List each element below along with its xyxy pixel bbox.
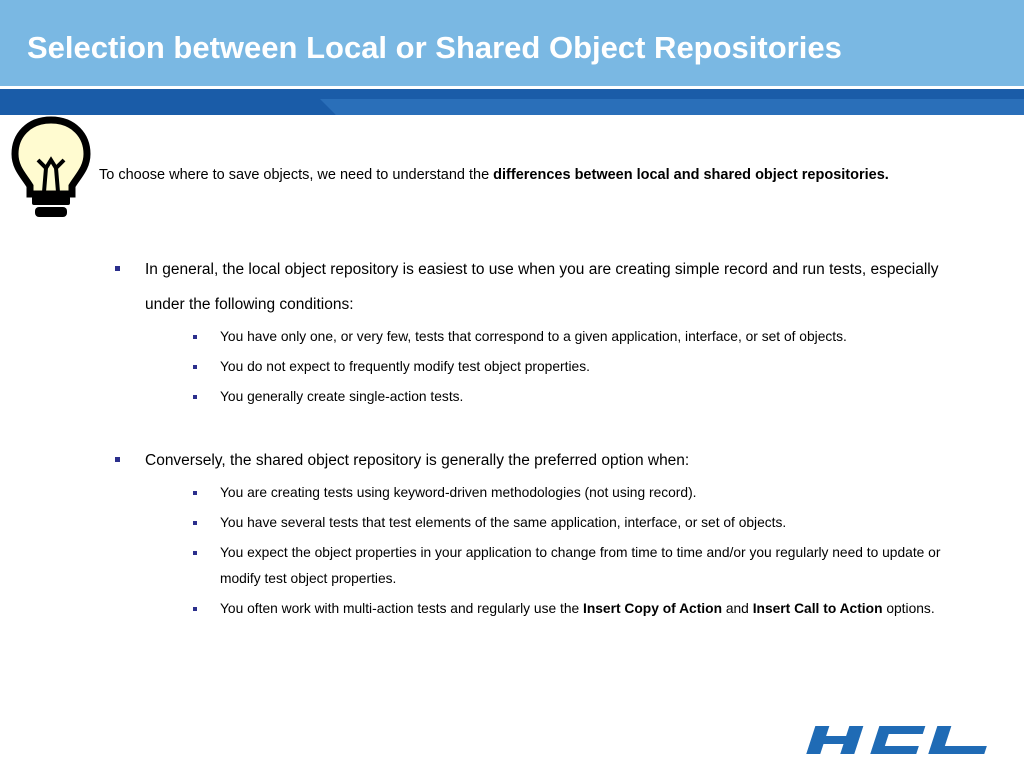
bullet-square-icon (193, 491, 197, 495)
list-item (193, 596, 980, 622)
bullet-square-icon (193, 335, 197, 339)
list-item (193, 354, 980, 380)
shared-conditions-list (145, 480, 975, 622)
section-general-item (115, 252, 975, 410)
intro-bold-text: differences between local and shared object repositories. (493, 167, 889, 183)
bullet-square-icon (115, 457, 120, 462)
list-item-text: You have several tests that test elements of the same application, interface, or set of objects. (220, 515, 787, 530)
list-item-text: options. (882, 601, 935, 616)
bullet-square-icon (115, 266, 120, 271)
list-item (193, 510, 980, 536)
list-item-text: You have only one, or very few, tests that correspond to a given application, interface, or set of objects. (220, 329, 847, 344)
hcl-logo (798, 724, 1004, 756)
list-item-text: You do not expect to frequently modify test object properties. (220, 359, 590, 374)
list-item (193, 324, 980, 350)
bullet-square-icon (193, 521, 197, 525)
list-item-text: You are creating tests using keyword-driven methodologies (not using record). (220, 485, 697, 500)
list-item-text: You expect the object properties in your application to change from time to time and/or you regularly need to update or modify test object properties. (220, 545, 941, 586)
bullet-square-icon (193, 395, 197, 399)
header-band (0, 86, 1024, 116)
list-item-text: You often work with multi-action tests and regularly use the (220, 601, 583, 616)
general-conditions-list (145, 324, 975, 410)
list-item-text: and (722, 601, 753, 616)
list-item (193, 540, 980, 592)
section-general-text: In general, the local object repository is easiest to use when you are creating simple record and run tests, especially under the following conditions: (145, 261, 939, 313)
section-shared-item (115, 443, 975, 622)
section-general (115, 252, 975, 414)
section-shared-text: Conversely, the shared object repository is generally the preferred option when: (145, 452, 690, 469)
intro-text: To choose where to save objects, we need to understand the (99, 167, 494, 183)
intro-paragraph (99, 161, 959, 190)
insert-copy-action-text: Insert Copy of Action (583, 601, 722, 616)
list-item (193, 384, 980, 410)
insert-call-action-text: Insert Call to Action (752, 601, 883, 616)
bullet-square-icon (193, 551, 197, 555)
lightbulb-icon (10, 116, 92, 222)
slide-header (0, 0, 1024, 86)
slide-title: Selection between Local or Shared Object Repositories (27, 30, 842, 65)
list-item-text: You generally create single-action tests. (220, 389, 464, 404)
bullet-square-icon (193, 607, 197, 611)
section-shared (115, 443, 975, 626)
list-item (193, 480, 980, 506)
bullet-square-icon (193, 365, 197, 369)
